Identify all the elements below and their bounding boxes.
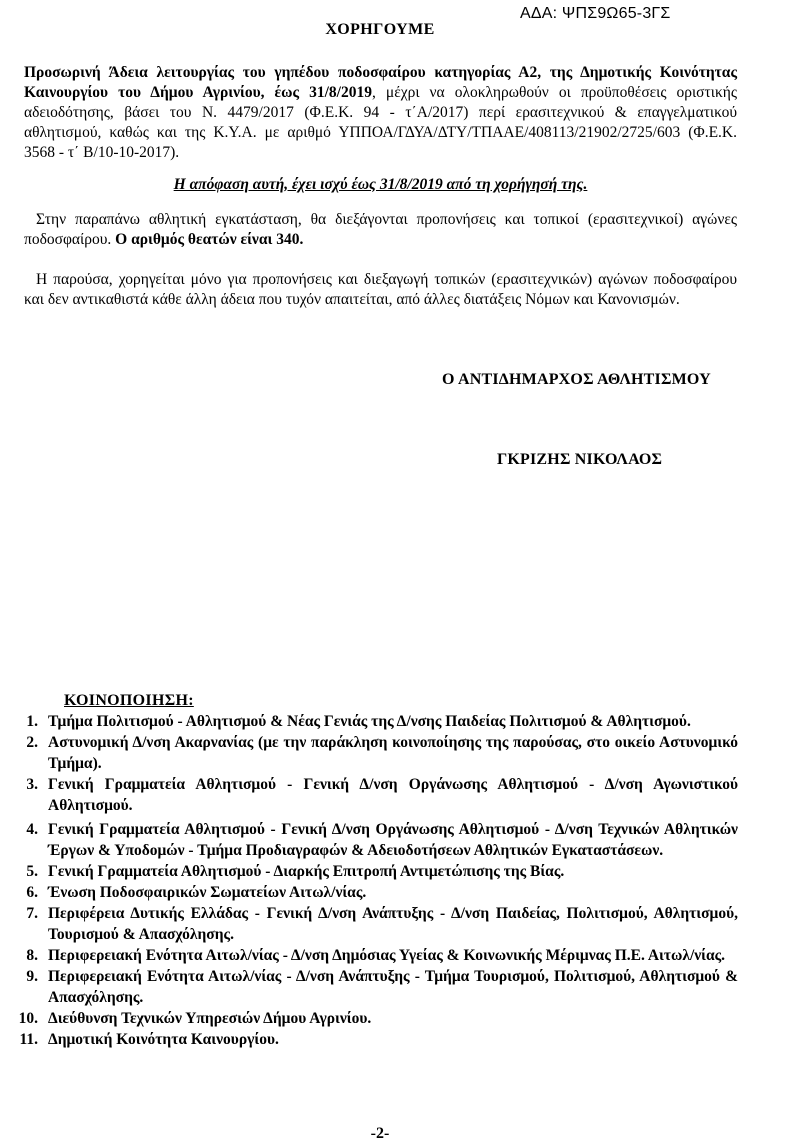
cc-item-number: 1. xyxy=(26,713,38,730)
cc-item-2 xyxy=(10,732,738,774)
cc-item-text: Τμήμα Πολιτισμού - Αθλητισμού & Νέας Γενιάς της Δ/νσης Παιδείας Πολιτισμού & Αθλητισμού. xyxy=(48,713,691,730)
cc-item-number: 7. xyxy=(26,905,38,922)
cc-item-text: Γενική Γραμματεία Αθλητισμού - Γενική Δ/νση Οργάνωσης Αθλητισμού - Δ/νση Τεχνικών Αθλητικών Έργων & Υποδομών - Τμήμα Προδιαγραφών & Αδειοδοτήσεων Αθλητικών Εγκαταστάσεων. xyxy=(48,821,738,859)
license-paragraph xyxy=(24,63,737,163)
grant-title: ΧΟΡΗΓΟΥΜΕ xyxy=(325,21,435,38)
cc-item-number: 11. xyxy=(19,1031,38,1048)
cc-item-8 xyxy=(10,945,738,966)
cc-item-10 xyxy=(10,1008,738,1029)
cc-item-9 xyxy=(10,966,738,1008)
cc-item-4 xyxy=(10,819,738,861)
cc-item-number: 9. xyxy=(26,968,38,985)
spectators-count-text: Ο αριθμός θεατών είναι 340. xyxy=(115,231,304,248)
cc-heading: ΚΟΙΝΟΠΟΙΗΣΗ: xyxy=(64,692,194,709)
scope-paragraph: Η παρούσα, χορηγείται μόνο για προπονήσεις και διεξαγωγή τοπικών (ερασιτεχνικών) αγώνων ποδοσφαίρου και δεν αντικαθιστά κάθε άλλη άδεια που τυχόν απαιτείται, από άλλες διατάξεις Νόμων και Κανονισμών. xyxy=(24,271,737,308)
cc-item-number: 5. xyxy=(26,863,38,880)
cc-item-text: Περιφερειακή Ενότητα Αιτωλ/νίας - Δ/νση Δημόσιας Υγείας & Κοινωνικής Μέριμνας Π.Ε. Αιτωλ/νίας. xyxy=(48,947,726,964)
signatory-role: Ο ΑΝΤΙΔΗΜΑΡΧΟΣ ΑΘΛΗΤΙΣΜΟΥ xyxy=(442,371,711,388)
cc-item-text: Ένωση Ποδοσφαιρικών Σωματείων Αιτωλ/νίας. xyxy=(48,884,367,901)
cc-item-11 xyxy=(10,1029,738,1050)
training-paragraph xyxy=(24,210,737,250)
cc-item-number: 4. xyxy=(26,821,38,838)
cc-item-5 xyxy=(10,861,738,882)
ada-identifier: ΑΔΑ: ΨΠΣ9Ω65-3ΓΣ xyxy=(520,5,671,22)
license-bold-text: Προσωρινή Άδεια λειτουργίας του γηπέδου ποδοσφαίρου κατηγορίας Α2, της Δημοτικής Κοινότητας Καινουργίου του Δήμου Αγρινίου, έως 31/8/2019 xyxy=(24,64,737,101)
cc-item-text: Περιφέρεια Δυτικής Ελλάδας - Γενική Δ/νση Ανάπτυξης - Δ/νση Παιδείας, Πολιτισμού, Αθλητισμού, Τουρισμού & Απασχόλησης. xyxy=(48,905,738,943)
page-number: -2- xyxy=(370,1125,390,1142)
cc-item-number: 3. xyxy=(26,776,38,793)
cc-item-text: Αστυνομική Δ/νση Ακαρνανίας (με την παράκληση κοινοποίησης της παρούσας, στο οικείο Αστυνομικό Τμήμα). xyxy=(48,734,738,772)
cc-item-number: 10. xyxy=(18,1010,38,1027)
cc-item-3 xyxy=(10,774,738,816)
signatory-name: ΓΚΡΙΖΗΣ ΝΙΚΟΛΑΟΣ xyxy=(497,451,663,468)
cc-item-1 xyxy=(10,711,738,732)
cc-item-text: Περιφερειακή Ενότητα Αιτωλ/νίας - Δ/νση Ανάπτυξης - Τμήμα Τουρισμού, Πολιτισμού, Αθλητισμού & Απασχόλησης. xyxy=(48,968,738,1006)
cc-list xyxy=(10,711,738,1050)
cc-item-text: Δημοτική Κοινότητα Καινουργίου. xyxy=(48,1031,279,1048)
validity-note: Η απόφαση αυτή, έχει ισχύ έως 31/8/2019 από τη χορήγησή της. xyxy=(173,176,588,193)
cc-item-text: Διεύθυνση Τεχνικών Υπηρεσιών Δήμου Αγρινίου. xyxy=(48,1010,372,1027)
cc-item-7 xyxy=(10,903,738,945)
cc-item-text: Γενική Γραμματεία Αθλητισμού - Διαρκής Επιτροπή Αντιμετώπισης της Βίας. xyxy=(48,863,565,880)
license-rest-text: , μέχρι να ολοκληρωθούν οι προϋποθέσεις οριστικής αδειοδότησης, βάσει του Ν. 4479/2017 (Φ.Ε.Κ. 94 - τ΄Α/2017) περί ερασιτεχνικού & επαγγελματικού αθλητισμού, καθώς και της Κ.Υ.Α. με αριθμό ΥΠΠΟΑ/ΓΔΥΑ/ΔΤΥ/ΤΠΑΑΕ/408113/21902/2725/603 (Φ.Ε.Κ. 3568 - τ΄ Β/10-10-2017). xyxy=(24,84,737,161)
cc-item-6 xyxy=(10,882,738,903)
training-text: Στην παραπάνω αθλητική εγκατάσταση, θα διεξάγονται προπονήσεις και τοπικοί (ερασιτεχνικοί) αγώνες ποδοσφαίρου. xyxy=(24,211,737,248)
cc-item-number: 2. xyxy=(26,734,38,751)
cc-item-number: 6. xyxy=(26,884,38,901)
cc-item-text: Γενική Γραμματεία Αθλητισμού - Γενική Δ/νση Οργάνωσης Αθλητισμού - Δ/νση Αγωνιστικού Αθλητισμού. xyxy=(48,776,738,814)
cc-item-number: 8. xyxy=(26,947,38,964)
